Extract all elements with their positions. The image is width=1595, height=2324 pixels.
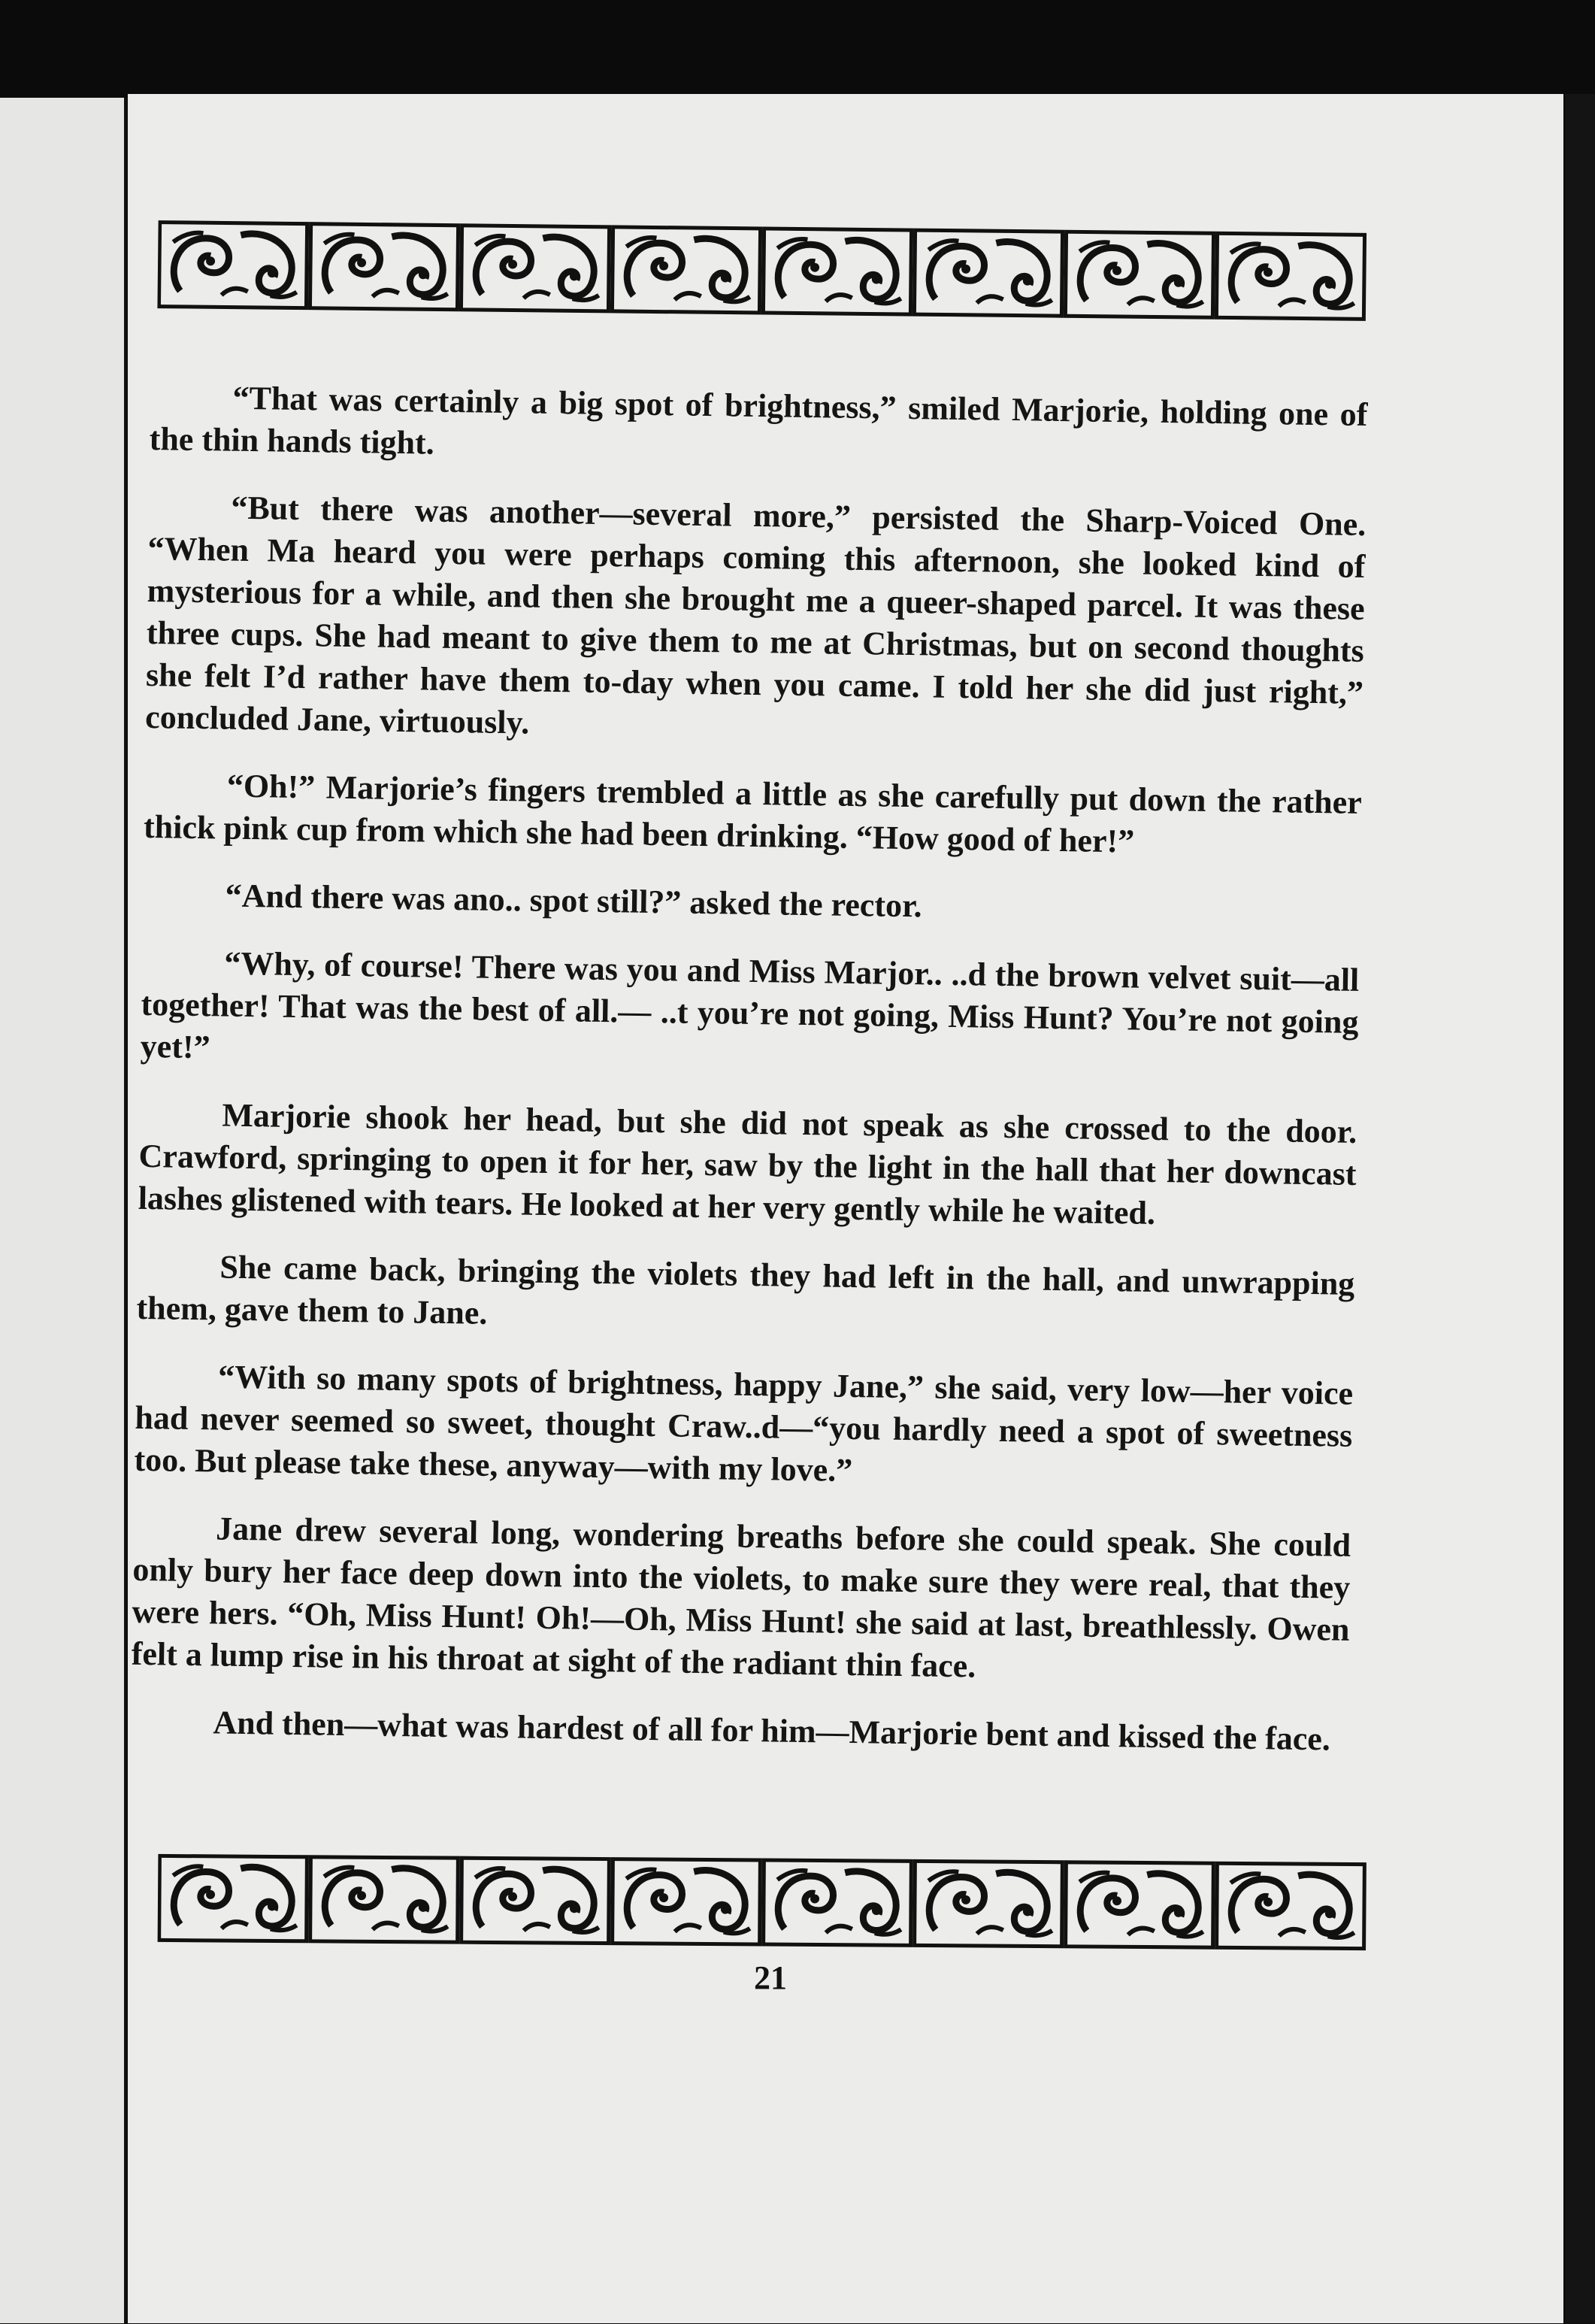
page-right-edge <box>1565 94 1595 2323</box>
facing-page-edge <box>0 98 127 2323</box>
paragraph: Jane drew several long, wondering breaths before she could speak. She could only bury her face deep down into the violets, to make sure they were real, that they were hers. “Oh, Miss Hunt! Oh!—Oh, Miss Hunt! she said at last, breathlessly. Owen felt a lump rise in his throat at sight of the radiant thin face. <box>131 1510 1351 1685</box>
page-number: 21 <box>754 1959 787 1996</box>
paragraph: And then—what was hardest of all for him—Marjorie bent and kissed the face. <box>213 1704 1331 1758</box>
paragraph: “That was certainly a big spot of brightness,” smiled Marjorie, holding one of the thin hands tight. <box>149 379 1368 462</box>
paragraph: Marjorie shook her head, but she did not speak as she crossed to the door. Crawford, springing to open it for her, saw by the light in the hall that her downcast lashes glistened with tears. He looked at her very gently while he waited. <box>138 1096 1357 1232</box>
paragraph: “But there was another—several more,” persisted the Sharp-Voiced One. “When Ma heard you were perhaps coming this afternoon, she looked kind of mysterious for a while, and then she brought me a queer-shaped parcel. It was these three cups. She had meant to give them to me at Christmas, but on second thoughts she felt I’d rather have them to-day when you came. I told her she did just right,” concluded Jane, virtuously. <box>144 489 1366 741</box>
paragraph: She came back, bringing the violets they had left in the hall, and unwrapping them, gave them to Jane. <box>136 1248 1355 1332</box>
paragraph: “And there was ano.. spot still?” asked the rector. <box>225 877 922 925</box>
paragraph: “Why, of course! There was you and Miss Marjor.. ..d the brown velvet suit—all together! That was the best of all.— ..t you’re not going, Miss Hunt? You’re not going yet!” <box>140 944 1360 1066</box>
page-body-text <box>130 376 1368 1786</box>
paragraph: “Oh!” Marjorie’s fingers trembled a little as she carefully put down the rather thick pink cup from which she had been drinking. “How good of her!” <box>143 767 1363 860</box>
bottom-ornament-border <box>158 1853 1369 1951</box>
paragraph: “With so many spots of brightness, happy Jane,” she said, very low—her voice had never seemed so sweet, thought Craw..d—“you hardly need a spot of sweetness too. But please take these, anyway—with my love.” <box>134 1358 1354 1489</box>
top-ornament-border <box>157 220 1368 323</box>
